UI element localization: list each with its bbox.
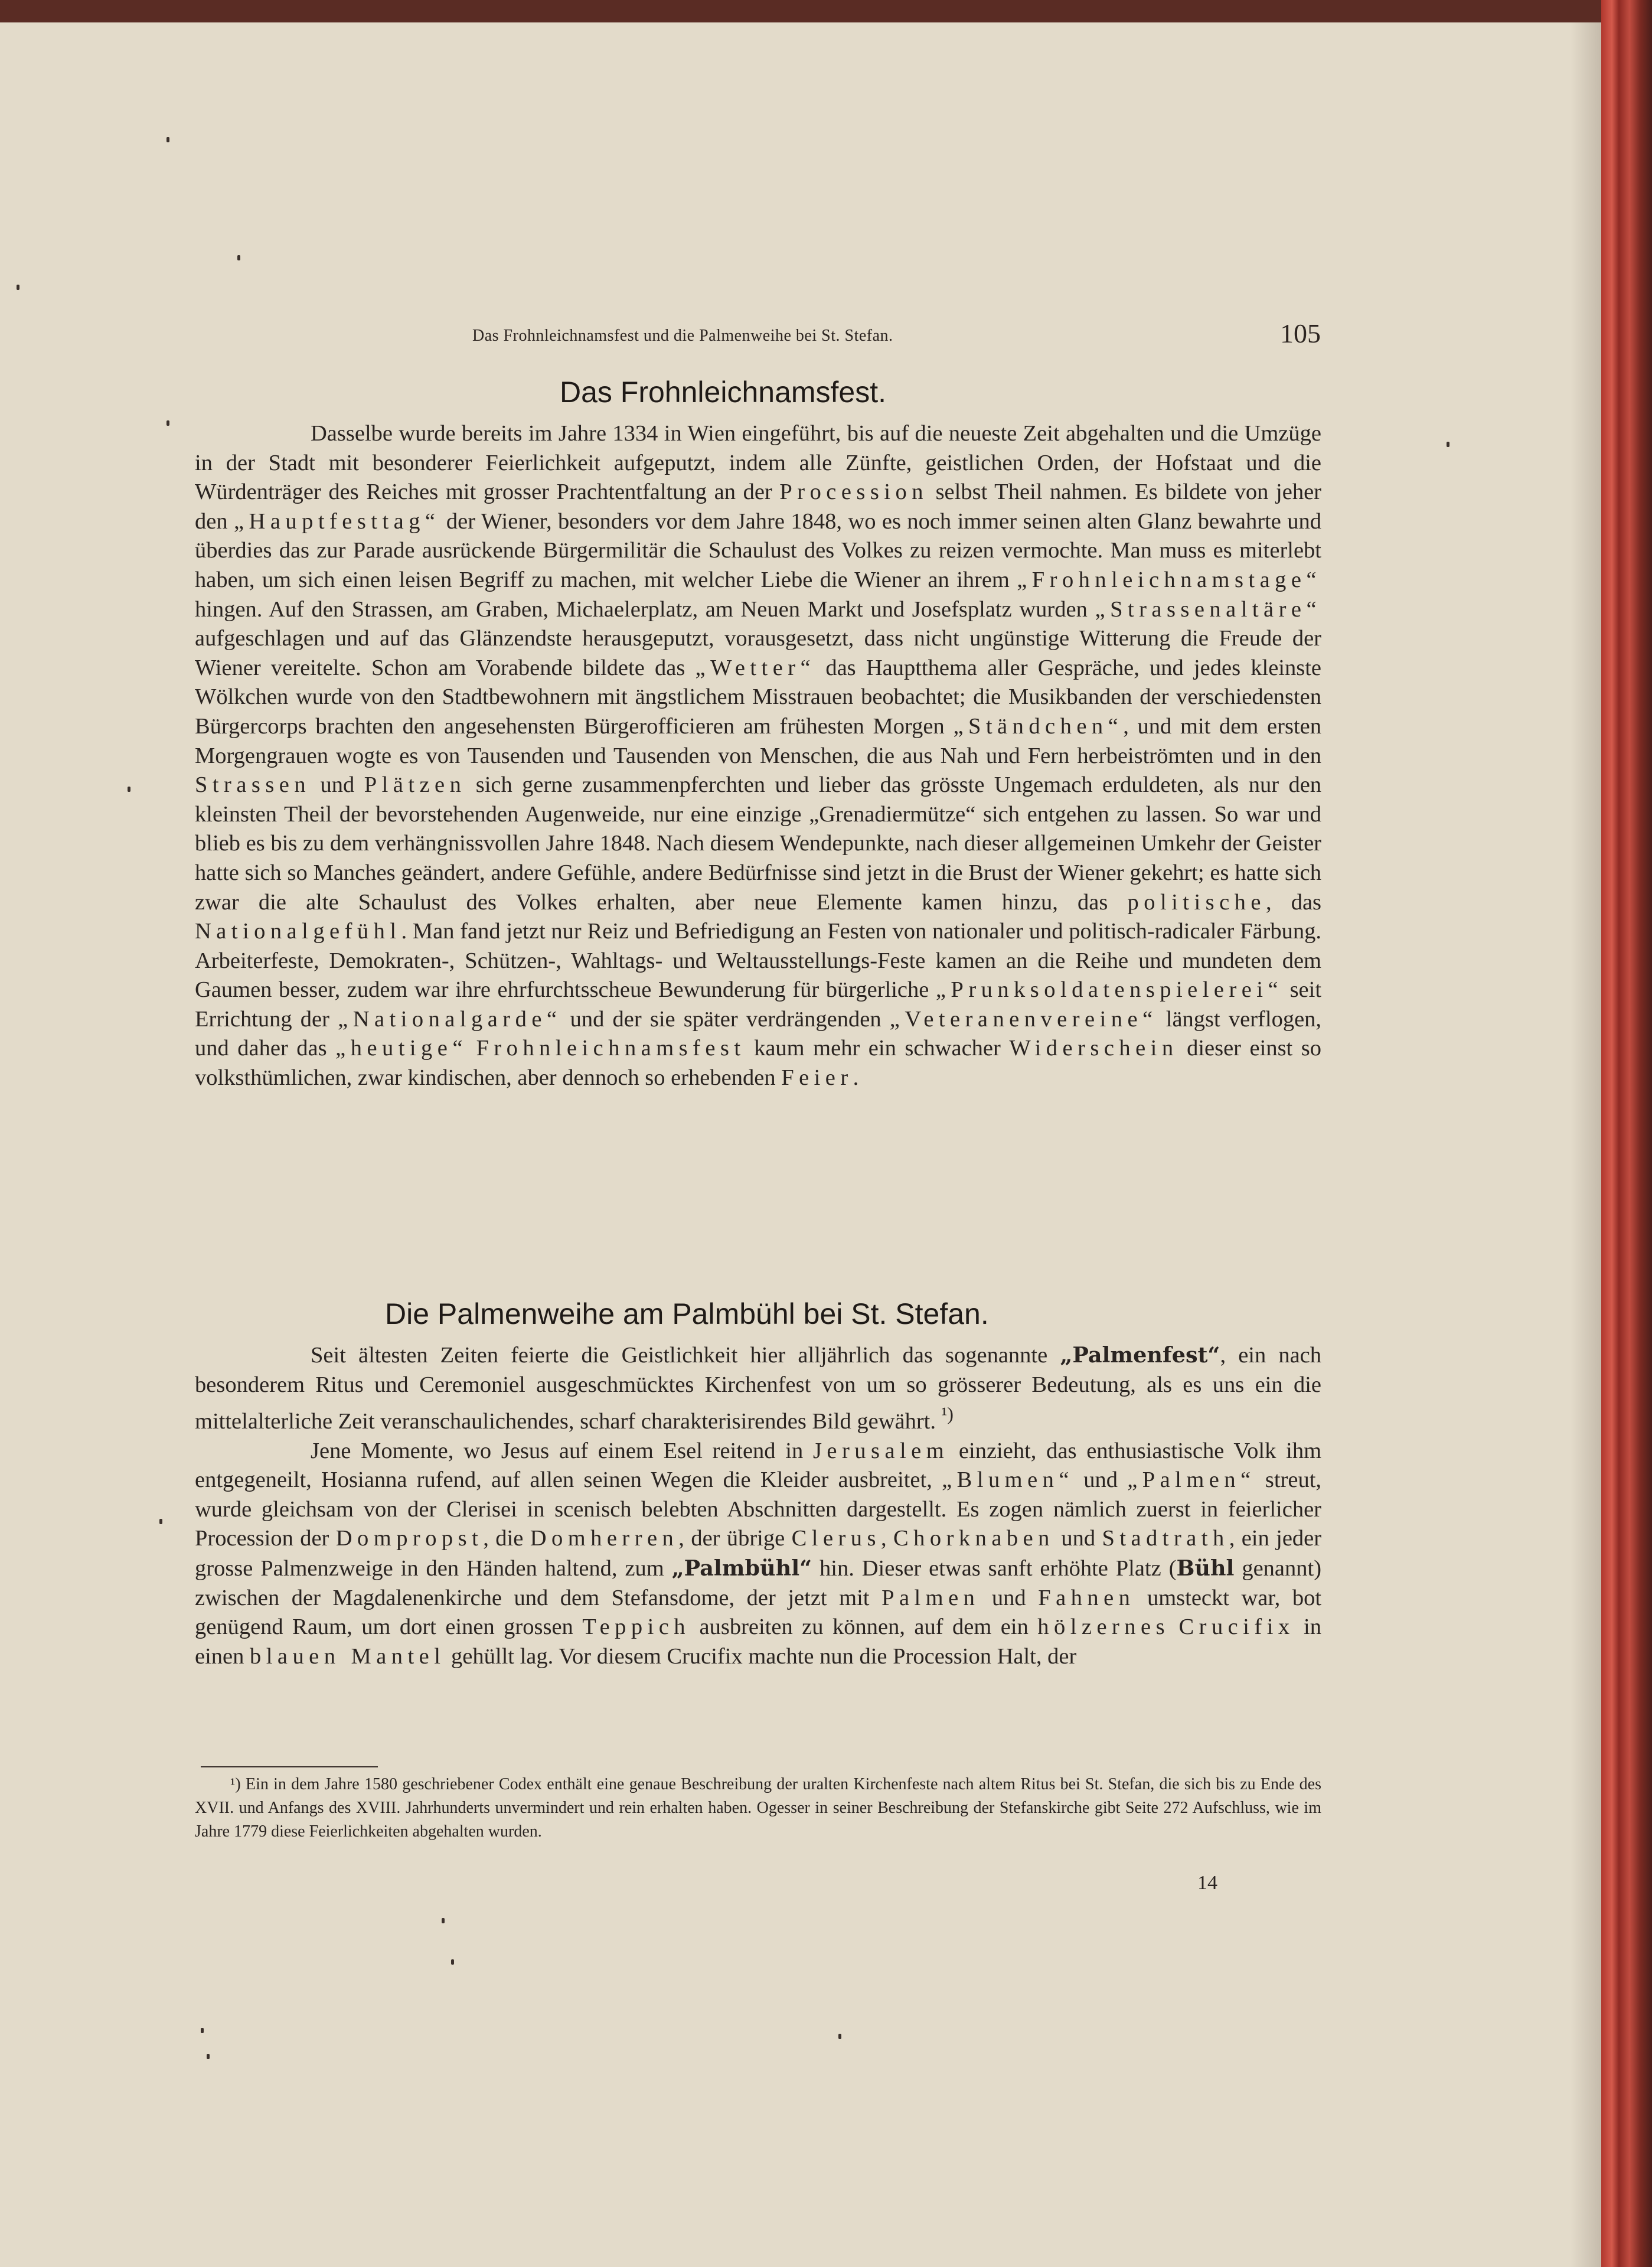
footnote-reference: ¹) xyxy=(941,1403,954,1425)
text-run: , ein nach besonderem Ritus und Ceremoniel ausgeschmücktes Kirchenfest von um so grösserer Bedeutung, als es uns ein die mittelalterliche Zeit veranschaulichendes, scharf charakterisirendes Bild gewährt. xyxy=(195,1343,1321,1434)
section-title-frohnleichnamsfest: Das Frohnleichnamsfest. xyxy=(560,376,887,409)
text-run: in einen xyxy=(195,1614,1321,1669)
spaced-word: „Prunksoldatenspielerei“ xyxy=(935,977,1284,1003)
paragraph xyxy=(195,1437,1321,1672)
paragraph xyxy=(195,1340,1321,1437)
paper-speck xyxy=(451,1959,454,1965)
spaced-word: politische xyxy=(1127,889,1266,915)
paper-speck xyxy=(201,2028,204,2033)
spaced-word: Strassen xyxy=(195,772,311,798)
text-run: , das xyxy=(1265,889,1322,915)
book-top-edge xyxy=(0,0,1652,22)
page-number: 105 xyxy=(1280,318,1321,348)
text-run: , ein jeder grosse Palmenzweige in den Händen haltend, zum xyxy=(195,1526,1322,1581)
text-run: einzieht, das enthusiastische Volk ihm entgegeneilt, Hosianna rufend, auf allen seinen Wegen die Kleider ausbreitet, xyxy=(195,1438,1322,1493)
text-run: dieser einst so volksthümlichen, zwar kindischen, aber dennoch so erhebenden xyxy=(195,1036,1322,1091)
paper-speck xyxy=(1447,442,1449,447)
text-run: . xyxy=(853,1065,859,1091)
paper-speck xyxy=(17,285,19,290)
text-run: , die xyxy=(483,1526,524,1551)
spaced-word: hölzernes xyxy=(1037,1614,1170,1640)
paper-speck xyxy=(166,420,169,426)
spaced-word: Teppich xyxy=(582,1614,691,1640)
spaced-word: Chorknaben xyxy=(893,1526,1054,1551)
spaced-word: Stadtrath xyxy=(1102,1526,1229,1551)
text-run: , der übrige xyxy=(678,1526,785,1551)
paper-speck xyxy=(237,255,240,260)
text-run: und xyxy=(320,772,355,798)
spaced-word: „Wetter“ xyxy=(695,655,816,680)
spaced-word: Dompropst xyxy=(335,1526,484,1551)
spaced-word: Clerus xyxy=(791,1526,881,1551)
spaced-word: Fahnen xyxy=(1038,1585,1135,1610)
fraktur-word: „Palmbühl“ xyxy=(671,1555,812,1581)
spaced-word: „heutige“ xyxy=(335,1036,468,1061)
text-run: und xyxy=(1083,1467,1118,1493)
footnote-divider xyxy=(201,1766,378,1767)
paper-speck xyxy=(838,2034,841,2039)
spaced-word: Crucifix xyxy=(1178,1614,1295,1640)
paragraph xyxy=(195,419,1321,1093)
spaced-word: „Strassenaltäre“ xyxy=(1095,596,1322,622)
text-run: gehüllt lag. Vor diesem Crucifix machte nun die Procession Halt, der xyxy=(451,1643,1077,1669)
text-run: das Hauptthema aller Gespräche, und jedes kleinste Wölkchen wurde von den Stadtbewohnern mit ängstlichem Misstrauen beobachtet; die Musikbanden der verschiedensten Bürgercorps brachten den angesehensten Bürgerofficieren am frühesten Morgen xyxy=(195,655,1322,739)
paper-speck xyxy=(442,1918,445,1923)
text-run: streut, wurde gleichsam von der Clerisei in scenisch belebten Abschnitten dargestellt. Es zogen nämlich zuerst in feierlicher Procession der xyxy=(195,1467,1322,1551)
fraktur-word: „Palmenfest“ xyxy=(1060,1342,1220,1368)
text-run: ausbreiten zu können, auf dem ein xyxy=(699,1614,1029,1640)
spaced-word: Palmen xyxy=(881,1585,980,1610)
paper-speck xyxy=(207,2054,210,2059)
section-body-frohnleichnamsfest xyxy=(195,419,1321,1093)
printer-signature: 14 xyxy=(1197,1872,1217,1894)
spaced-word: „Blumen“ xyxy=(942,1467,1074,1493)
book-red-edge xyxy=(1601,0,1652,2267)
spaced-word: „Nationalgarde“ xyxy=(338,1006,562,1032)
text-run: Jene Momente, wo Jesus auf einem Esel reitend in xyxy=(311,1438,804,1463)
spaced-word: Feier xyxy=(781,1065,853,1091)
spaced-word: Procession xyxy=(779,480,928,505)
section-body-palmenweihe xyxy=(195,1340,1321,1671)
text-run: . Man fand jetzt nur Reiz und Befriedigung an Festen von nationaler und politisch-radicaler Färbung. Arbeiterfeste, Demokraten-, Schützen-, Wahltags- und Weltausstellungs-Feste kamen an die Reihe und mundeten dem Gaumen besser, zudem war ihre ehrfurchtsscheue Bewunderung für bürgerliche xyxy=(195,919,1321,1003)
section-title-palmenweihe: Die Palmenweihe am Palmbühl bei St. Stefan. xyxy=(385,1297,989,1330)
spaced-word: „Hauptfesttag“ xyxy=(234,508,440,534)
text-run: hin. Dieser etwas sanft erhöhte Platz ( xyxy=(820,1555,1177,1581)
paper-speck xyxy=(166,137,169,142)
spaced-word: Nationalgefühl xyxy=(195,919,401,944)
spaced-word: „Ständchen“ xyxy=(953,713,1124,739)
footnote: ¹) Ein in dem Jahre 1580 geschriebener Codex enthält eine genaue Beschreibung der uralten Kirchenfeste nach altem Ritus bei St. Stefan, die sich bis zu Ende des XVII. und Anfangs des XVIII. Jahrhunderts unvermindert und rein erhalten haben. Ogesser in seiner Beschreibung der Stefanskirche gibt Seite 272 Aufschluss, wie im Jahre 1779 diese Feierlichkeiten abgehalten wurden. xyxy=(195,1775,1321,1841)
spaced-word: Domherren xyxy=(530,1526,679,1551)
page-shadow xyxy=(1571,22,1601,2267)
text-run: hingen. Auf den Strassen, am Graben, Michaelerplatz, am Neuen Markt und Josefsplatz wurden xyxy=(195,596,1088,622)
paper-speck xyxy=(159,1519,162,1524)
text-run: seit Errichtung der xyxy=(195,977,1322,1032)
text-run: der Wiener, besonders vor dem Jahre 1848, wo es noch immer seinen alten Glanz bewahrte und überdies das zur Parade ausrückende Bürgermilitär die Schaulust des Volkes zu reizen vermochte. Man muss es miterlebt haben, um sich einen leisen Begriff zu machen, mit welcher Liebe die Wiener an ihrem xyxy=(195,508,1322,592)
text-run: sich gerne zusammenpferchten und lieber das grösste Ungemach erduldeten, als nur den kleinsten Theil der bevorstehenden Augenweide, nur eine einzige „Grenadiermütze“ sich entgehen zu lassen. So war und blieb es bis zu dem verhängnissvollen Jahre 1848. Nach diesem Wendepunkte, nach dieser allgemeinen Umkehr der Geister hatte sich so Manches geändert, andere Gefühle, andere Bedürfnisse sind jetzt in die Brust der Wiener gekehrt; es hatte sich zwar die alte Schaulust des Volkes erhalten, aber neue Elemente kamen hinzu, das xyxy=(195,772,1322,915)
text-run: aufgeschlagen und auf das Glänzendste herausgeputzt, vorausgesetzt, dass nicht ungünstige Witterung die Freude der Wiener vereitelte. Schon am Vorabende bildete das xyxy=(195,626,1321,680)
text-run: längst verflogen, und daher das xyxy=(195,1006,1322,1061)
spaced-word: blauen Mantel xyxy=(250,1643,446,1669)
text-run: und xyxy=(991,1585,1026,1610)
text-run: genannt) zwischen der Magdalenenkirche und dem Stefansdome, der jetzt mit xyxy=(195,1555,1322,1610)
text-run: und xyxy=(1061,1526,1096,1551)
spaced-word: „Veteranenvereine“ xyxy=(889,1006,1158,1032)
running-head: Das Frohnleichnamsfest und die Palmenweihe bei St. Stefan. xyxy=(472,327,893,345)
spaced-word: „Frohnleichnamstage“ xyxy=(1017,567,1321,592)
spaced-word: Frohnleichnamsfest xyxy=(476,1036,746,1061)
paper-speck xyxy=(128,787,130,792)
book-page xyxy=(0,22,1618,2267)
spaced-word: Plätzen xyxy=(364,772,466,798)
text-run: Seit ältesten Zeiten feierte die Geistlichkeit hier alljährlich das sogenannte xyxy=(311,1343,1048,1368)
text-run: Dasselbe wurde bereits im Jahre 1334 in Wien eingeführt, bis auf die neueste Zeit abgehalten und die Umzüge in der Stadt mit besonderer Feierlichkeit aufgeputzt, indem alle Zünfte, geistlichen Orden, der Hofstaat und die Würdenträger des Reiches mit grosser Prachtentfaltung an der xyxy=(195,421,1321,505)
text-run: kaum mehr ein schwacher xyxy=(754,1036,1001,1061)
spaced-word: Widerschein xyxy=(1009,1036,1178,1061)
text-run: selbst Theil nahmen. Es bildete von jeher den xyxy=(195,480,1321,534)
spaced-word: Jerusalem xyxy=(812,1438,949,1463)
text-run: und der sie später verdrängenden xyxy=(570,1006,881,1032)
text-run: , xyxy=(880,1526,887,1551)
text-run: , und mit dem ersten Morgengrauen wogte es von Tausenden und Tausenden von Menschen, die aus Nah und Fern herbeiströmten und in den xyxy=(195,713,1321,768)
fraktur-word: Bühl xyxy=(1176,1555,1235,1581)
text-run: umsteckt war, bot genügend Raum, um dort einen grossen xyxy=(195,1585,1322,1640)
spaced-word: „Palmen“ xyxy=(1127,1467,1256,1493)
